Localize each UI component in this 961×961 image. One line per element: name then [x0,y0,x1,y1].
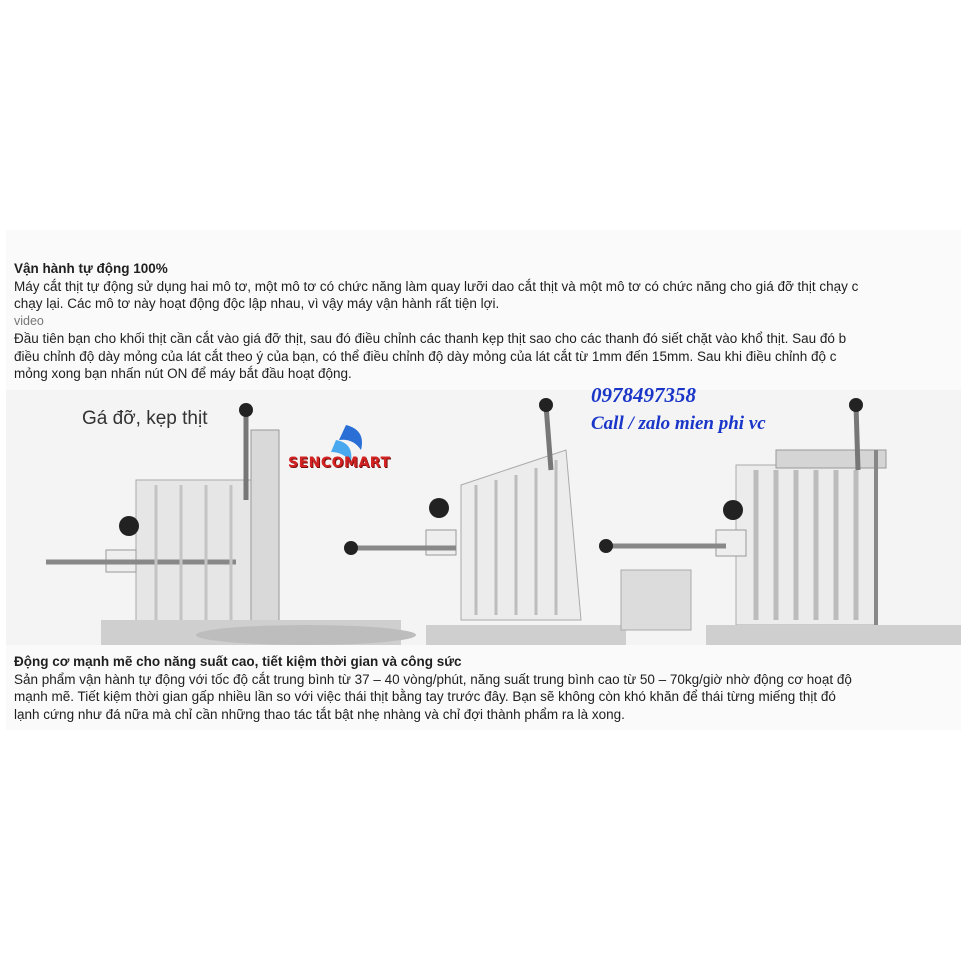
engine-text [14,653,961,723]
paragraph-line: mạnh mẽ. Tiết kiệm thời gian gấp nhiều lần so với việc thái thịt bằng tay trước đây. Bạn sẽ không còn khó khăn để thái từng miếng thịt đó [14,689,836,704]
content-panel [6,230,961,730]
photo-caption: Gá đỡ, kẹp thịt [82,408,208,429]
paragraph-line: lạnh cứng như đá nữa mà chỉ cần những thao tác tắt bật nhẹ nhàng và chỉ đợi thành phẩm ra là xong. [14,706,625,722]
paragraph-line: Sản phẩm vận hành tự động với tốc độ cắt trung bình từ 37 – 40 vòng/phút, năng suất trung bình cao từ 50 – 70kg/giờ nhờ động cơ hoạt độ [14,671,852,687]
call-text: Call / zalo mien phi vc [591,413,766,434]
paragraph-line: Máy cắt thịt tự động sử dụng hai mô tơ, một mô tơ có chức năng làm quay lưỡi dao cắt thịt và một mô tơ có chức năng cho giá đỡ thịt chạy c [14,278,859,294]
video-link[interactable]: video [14,313,44,328]
section-heading: Vận hành tự động 100% [14,261,168,276]
phone-number: 0978497358 [591,383,696,407]
paragraph-line: chạy lại. Các mô tơ này hoạt động độc lập nhau, vì vậy máy vận hành rất tiện lợi. [14,296,500,311]
paragraph-line: Đầu tiên bạn cho khối thịt cần cắt vào giá đỡ thịt, sau đó điều chỉnh các thanh kẹp thịt sao cho các thanh đó siết chặt vào khổ thịt. Sau đó b [14,331,847,346]
paragraph-line: mỏng xong bạn nhấn nút ON để máy bắt đầu hoạt động. [14,366,352,381]
paragraph-line: điều chỉnh độ dày mỏng của lát cắt theo ý của bạn, có thể điều chỉnh độ dày mỏng của lát cắt từ 1mm đến 15mm. Sau khi điều chỉnh độ c [14,348,837,364]
section-heading: Động cơ mạnh mẽ cho năng suất cao, tiết kiệm thời gian và công sức [14,654,462,669]
brand-logo-text: SENCOMART [288,455,391,471]
intro-text [14,260,961,383]
